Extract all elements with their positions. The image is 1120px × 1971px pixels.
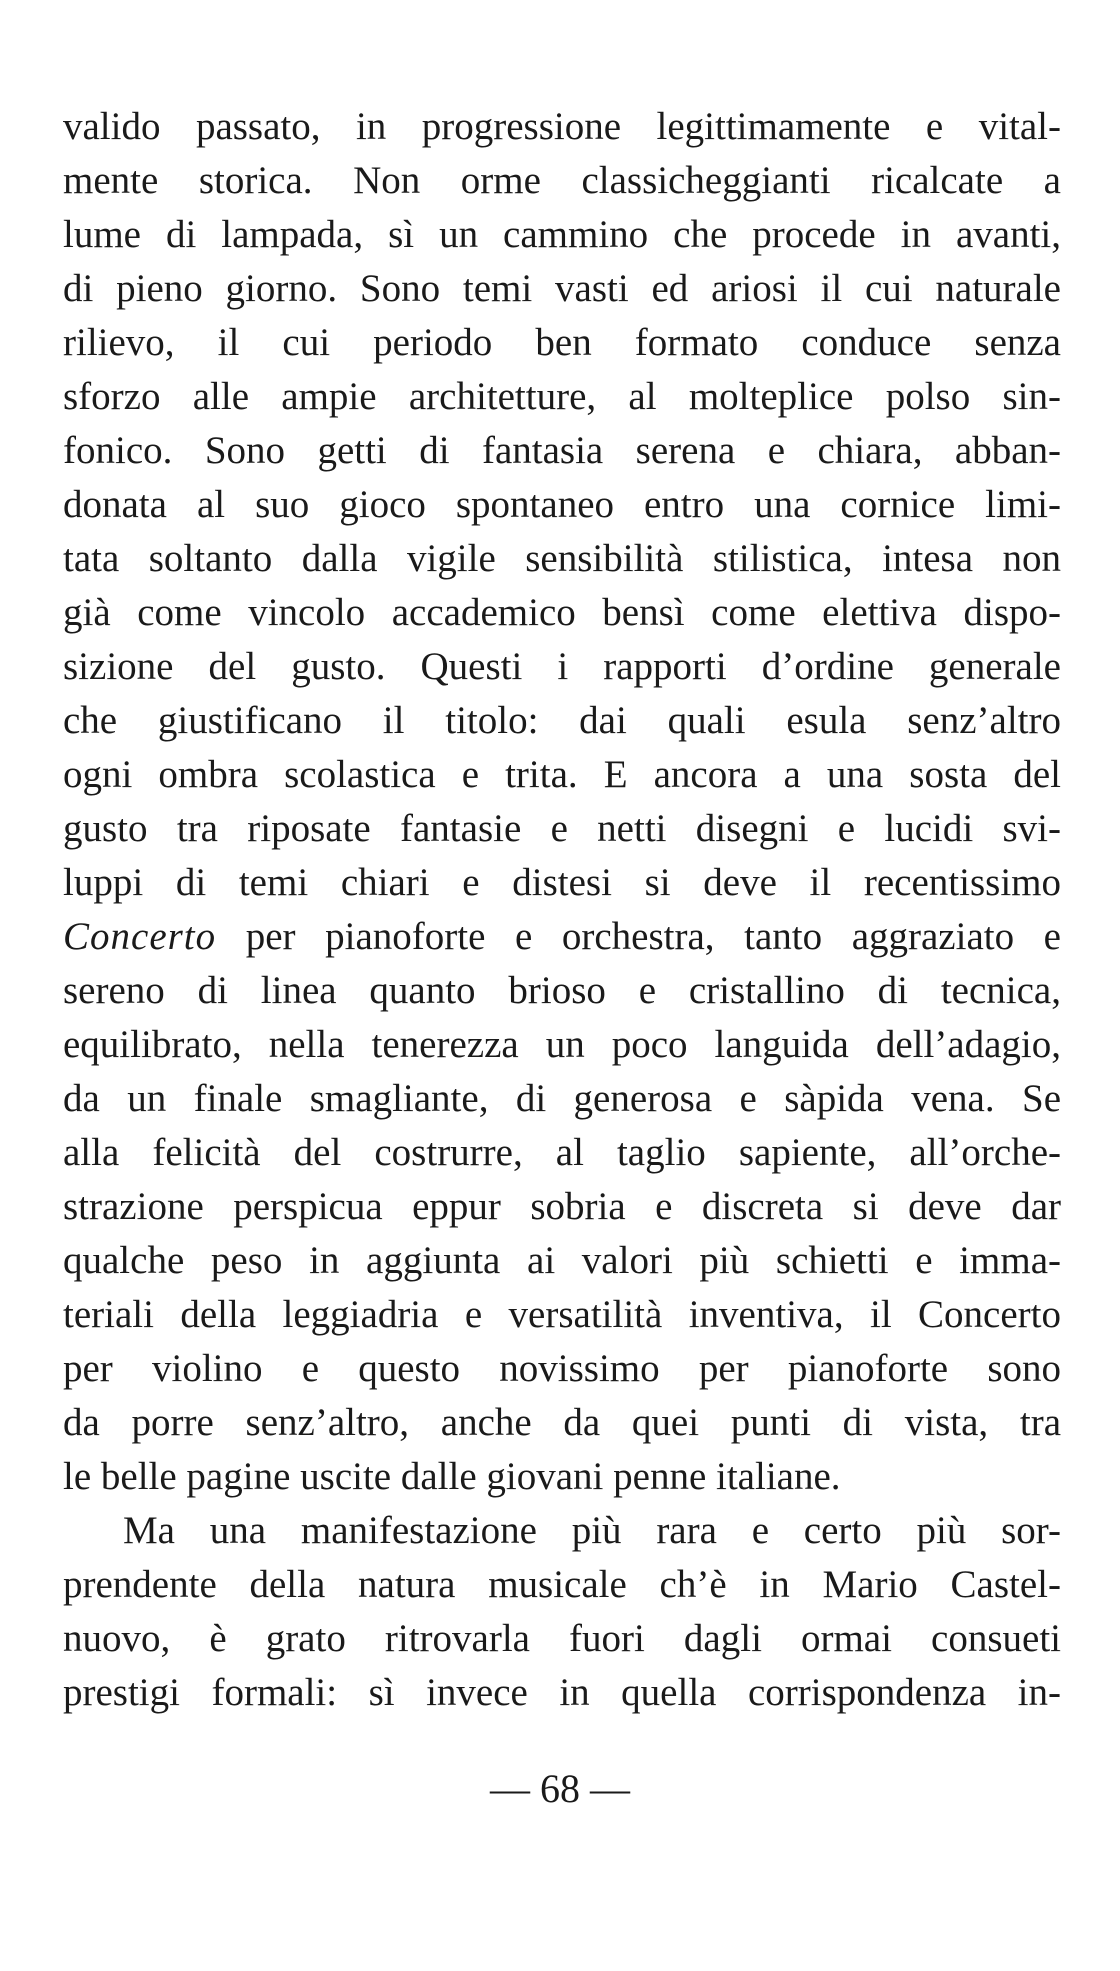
- text-line: sforzo alle ampie architetture, al molteplice polso sin-: [63, 375, 1061, 418]
- text-line: rilievo, il cui periodo ben formato conduce senza: [63, 321, 1061, 364]
- page-number: — 68 —: [490, 1766, 630, 1811]
- text-line: gusto tra riposate fantasie e netti disegni e lucidi svi-: [63, 807, 1061, 850]
- text-line: lume di lampada, sì un cammino che procede in avanti,: [63, 213, 1061, 256]
- text-line: nuovo, è grato ritrovarla fuori dagli ormai consueti: [63, 1617, 1061, 1660]
- text-line: mente storica. Non orme classicheggianti ricalcate a: [63, 159, 1061, 202]
- text-line: di pieno giorno. Sono temi vasti ed ariosi il cui naturale: [63, 267, 1061, 310]
- text-line: che giustificano il titolo: dai quali esula senz’altro: [63, 699, 1061, 742]
- text-line: alla felicità del costrurre, al taglio sapiente, all’orche-: [63, 1131, 1061, 1174]
- text-line: tata soltanto dalla vigile sensibilità stilistica, intesa non: [63, 537, 1061, 580]
- text-line: luppi di temi chiari e distesi si deve il recentissimo: [63, 861, 1061, 904]
- text-line: fonico. Sono getti di fantasia serena e chiara, abban-: [63, 429, 1061, 472]
- text-line: da un finale smagliante, di generosa e sàpida vena. Se: [63, 1077, 1061, 1120]
- text-line: già come vincolo accademico bensì come elettiva dispo-: [63, 591, 1061, 634]
- text-line: ogni ombra scolastica e trita. E ancora a una sosta del: [63, 753, 1061, 796]
- work-title-italic: Concerto: [63, 915, 217, 958]
- text-line: sereno di linea quanto brioso e cristallino di tecnica,: [63, 969, 1061, 1012]
- text-line: per violino e questo novissimo per pianoforte sono: [63, 1347, 1061, 1390]
- text-line: donata al suo gioco spontaneo entro una cornice limi-: [63, 483, 1061, 526]
- text-line: le belle pagine uscite dalle giovani penne italiane.: [63, 1455, 841, 1498]
- text-line: [63, 910, 1061, 964]
- text-line-rest: per pianoforte e orchestra, tanto aggraziato e: [216, 915, 1061, 958]
- paragraph: [63, 100, 1061, 1504]
- text-line: sizione del gusto. Questi i rapporti d’ordine generale: [63, 645, 1061, 688]
- paragraph: [63, 1504, 1061, 1720]
- text-line: strazione perspicua eppur sobria e discreta si deve dar: [63, 1185, 1061, 1228]
- text-line: teriali della leggiadria e versatilità inventiva, il Concerto: [63, 1293, 1061, 1336]
- text-line: prendente della natura musicale ch’è in Mario Castel-: [63, 1563, 1061, 1606]
- text-line: equilibrato, nella tenerezza un poco languida dell’adagio,: [63, 1023, 1061, 1066]
- text-line: valido passato, in progressione legittimamente e vital-: [63, 105, 1061, 148]
- text-line: Ma una manifestazione più rara e certo più sor-: [123, 1509, 1061, 1552]
- text-line: da porre senz’altro, anche da quei punti di vista, tra: [63, 1401, 1061, 1444]
- body-text: [63, 100, 1061, 1720]
- text-line: qualche peso in aggiunta ai valori più schietti e imma-: [63, 1239, 1061, 1282]
- text-line: prestigi formali: sì invece in quella corrispondenza in-: [63, 1671, 1061, 1714]
